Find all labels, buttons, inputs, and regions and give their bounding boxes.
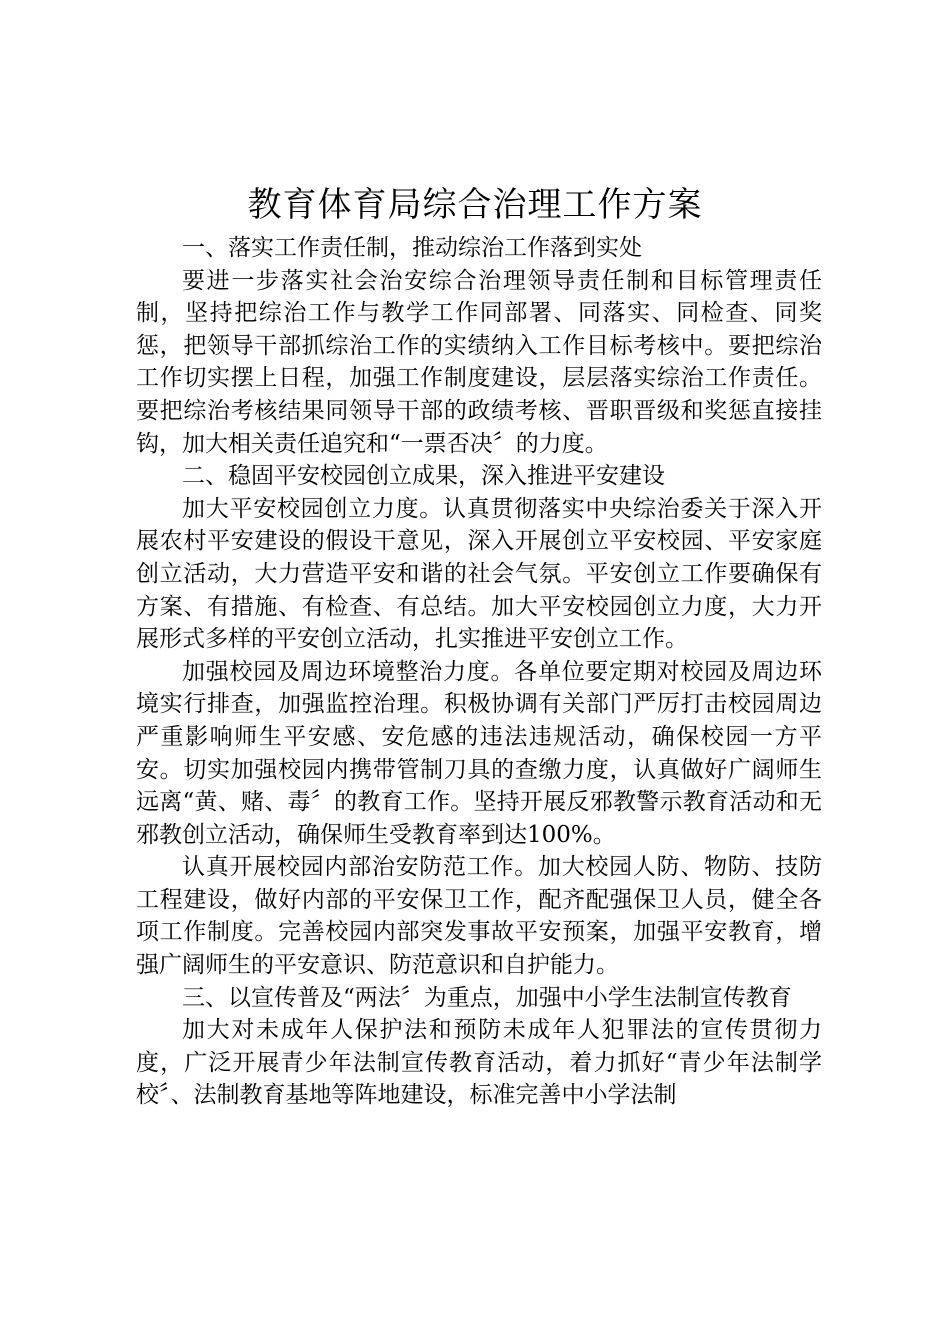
paragraph: 加大对未成年人保护法和预防未成年人犯罪法的宣传贯彻力度，广泛开展青少年法制宣传教育活动，着力抓好“青少年法制学校〞、法制教育基地等阵地建设，标准完善中小学法制: [136, 1017, 822, 1109]
paragraph: 要进一步落实社会治安综合治理领导责任制和目标管理责任制，坚持把综治工作与教学工作同部署、同落实、同检查、同奖惩，把领导干部抓综治工作的实绩纳入工作目标考核中。要把综治工作切实摆上日程，加强工作制度建设，层层落实综治工作责任。要把综治考核结果同领导干部的政绩考核、晋职晋级和奖惩直接挂钩，加大相关责任追究和“一票否决〞的力度。: [136, 267, 822, 457]
document-body: [136, 232, 822, 1112]
document-title: 教育体育局综合治理工作方案: [247, 185, 703, 225]
section-heading-2: 二、稳固平安校园创立成果，深入推进平安建设: [182, 463, 665, 490]
paragraph: 认真开展校园内部治安防范工作。加大校园人防、物防、技防工程建设，做好内部的平安保卫工作，配齐配强保卫人员，健全各项工作制度。完善校园内部突发事故平安预案，加强平安教育，增强广阔师生的平安意识、防范意识和自护能力。: [136, 854, 822, 979]
paragraph: 加大平安校园创立力度。认真贯彻落实中央综治委关于深入开展农村平安建设的假设干意见，深入开展创立平安校园、平安家庭创立活动，大力营造平安和谐的社会气氛。平安创立工作要确保有方案、有措施、有检查、有总结。加大平安校园创立力度，大力开展形式多样的平安创立活动，扎实推进平安创立工作。: [136, 495, 822, 653]
section-heading-3: 三、以宣传普及“两法〞为重点，加强中小学生法制宣传教育: [182, 984, 792, 1011]
paragraph: 加强校园及周边环境整治力度。各单位要定期对校园及周边环境实行排查，加强监控治理。积极协调有关部门严厉打击校园周边严重影响师生平安感、安危感的违法违规活动，确保校园一方平安。切实加强校园内携带管制刀具的查缴力度，认真做好广阔师生远离“黄、赌、毒〞的教育工作。坚持开展反邪教警示教育活动和无邪教创立活动，确保师生受教育率到达100%。: [136, 658, 822, 848]
section-heading-1: 一、落实工作责任制，推动综治工作落到实处: [182, 235, 642, 261]
